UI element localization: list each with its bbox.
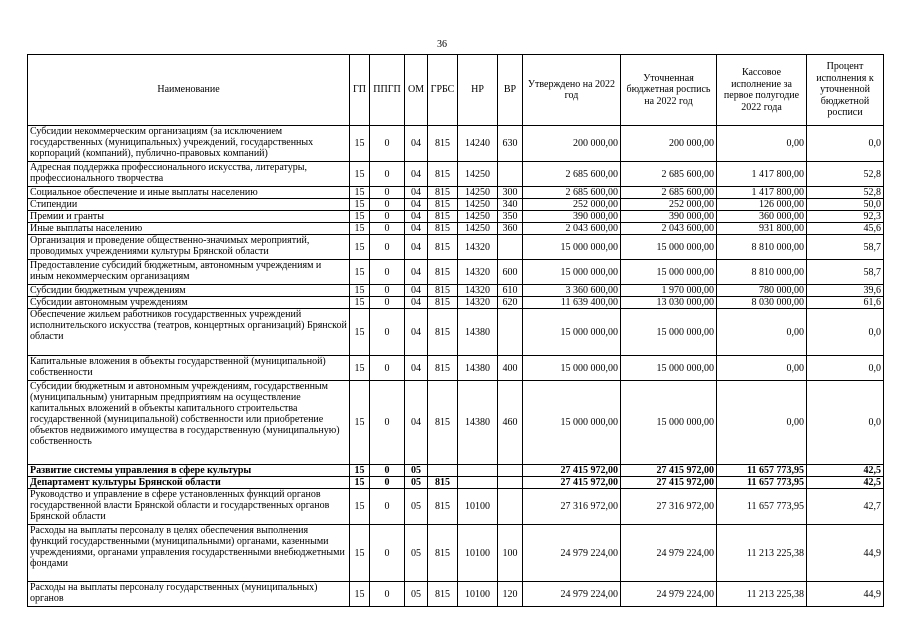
table-body xyxy=(28,126,884,607)
cell-percent: 50,0 xyxy=(807,199,884,211)
cell-cash: 360 000,00 xyxy=(717,211,807,223)
cell-name: Организация и проведение общественно-значимых мероприятий, проводимых учреждениями культуры Брянской области xyxy=(28,235,350,260)
cell-percent: 0,0 xyxy=(807,126,884,162)
cell-refined: 15 000 000,00 xyxy=(621,235,717,260)
cell-gp: 15 xyxy=(350,187,370,199)
cell-vr xyxy=(498,162,523,187)
cell-gp: 15 xyxy=(350,477,370,489)
cell-om: 04 xyxy=(405,126,428,162)
cell-grbs: 815 xyxy=(428,297,458,309)
table-row xyxy=(28,356,884,381)
table-row xyxy=(28,223,884,235)
cell-refined: 390 000,00 xyxy=(621,211,717,223)
cell-gp: 15 xyxy=(350,356,370,381)
cell-ppgp: 0 xyxy=(370,126,405,162)
cell-grbs: 815 xyxy=(428,477,458,489)
table-row xyxy=(28,489,884,525)
cell-np: 14380 xyxy=(458,356,498,381)
cell-cash: 1 417 800,00 xyxy=(717,187,807,199)
cell-gp: 15 xyxy=(350,489,370,525)
table-row xyxy=(28,187,884,199)
header-om: ОМ xyxy=(405,55,428,126)
cell-name: Департамент культуры Брянской области xyxy=(28,477,350,489)
cell-ppgp: 0 xyxy=(370,260,405,285)
cell-approved: 390 000,00 xyxy=(523,211,621,223)
cell-refined: 27 415 972,00 xyxy=(621,465,717,477)
cell-refined: 13 030 000,00 xyxy=(621,297,717,309)
cell-vr: 300 xyxy=(498,187,523,199)
cell-cash: 8 810 000,00 xyxy=(717,235,807,260)
cell-refined: 200 000,00 xyxy=(621,126,717,162)
cell-grbs: 815 xyxy=(428,223,458,235)
cell-name: Субсидии автономным учреждениям xyxy=(28,297,350,309)
cell-grbs: 815 xyxy=(428,356,458,381)
cell-ppgp: 0 xyxy=(370,489,405,525)
cell-om: 05 xyxy=(405,525,428,582)
cell-approved: 15 000 000,00 xyxy=(523,381,621,465)
cell-om: 05 xyxy=(405,489,428,525)
cell-np: 14250 xyxy=(458,223,498,235)
cell-grbs: 815 xyxy=(428,381,458,465)
cell-cash: 11 657 773,95 xyxy=(717,489,807,525)
cell-name: Капитальные вложения в объекты государственной (муниципальной) собственности xyxy=(28,356,350,381)
cell-gp: 15 xyxy=(350,126,370,162)
cell-cash: 11 213 225,38 xyxy=(717,582,807,607)
cell-vr: 120 xyxy=(498,582,523,607)
cell-om: 05 xyxy=(405,477,428,489)
cell-name: Субсидии бюджетным и автономным учреждениям, государственным (муниципальным) унитарным предприятиям на осуществление капитальных вложений в объекты капитального строительства государственной (муниципальной) собственности или приобретение объектов недвижимого имущества в государственную (муниципальную) собственность xyxy=(28,381,350,465)
cell-cash: 11 213 225,38 xyxy=(717,525,807,582)
cell-approved: 15 000 000,00 xyxy=(523,309,621,356)
cell-approved: 2 685 600,00 xyxy=(523,187,621,199)
cell-ppgp: 0 xyxy=(370,297,405,309)
cell-percent: 61,6 xyxy=(807,297,884,309)
cell-vr xyxy=(498,309,523,356)
cell-ppgp: 0 xyxy=(370,199,405,211)
cell-refined: 15 000 000,00 xyxy=(621,309,717,356)
cell-np: 10100 xyxy=(458,489,498,525)
cell-vr: 460 xyxy=(498,381,523,465)
cell-ppgp: 0 xyxy=(370,309,405,356)
table-row xyxy=(28,199,884,211)
cell-percent: 44,9 xyxy=(807,525,884,582)
cell-name: Руководство и управление в сфере установленных функций органов государственной власти Брянской области и государственных органов Брянской области xyxy=(28,489,350,525)
cell-cash: 0,00 xyxy=(717,356,807,381)
cell-ppgp: 0 xyxy=(370,235,405,260)
cell-vr: 350 xyxy=(498,211,523,223)
cell-np: 10100 xyxy=(458,582,498,607)
cell-om: 04 xyxy=(405,297,428,309)
cell-vr: 340 xyxy=(498,199,523,211)
cell-grbs: 815 xyxy=(428,309,458,356)
cell-name: Адресная поддержка профессионального искусства, литературы, профессионального творчества xyxy=(28,162,350,187)
cell-cash: 0,00 xyxy=(717,381,807,465)
table-header-row xyxy=(28,55,884,126)
cell-np: 14320 xyxy=(458,297,498,309)
cell-gp: 15 xyxy=(350,211,370,223)
cell-np: 10100 xyxy=(458,525,498,582)
cell-gp: 15 xyxy=(350,223,370,235)
cell-gp: 15 xyxy=(350,525,370,582)
cell-np: 14320 xyxy=(458,285,498,297)
cell-ppgp: 0 xyxy=(370,285,405,297)
cell-vr xyxy=(498,465,523,477)
cell-om: 05 xyxy=(405,582,428,607)
cell-refined: 2 043 600,00 xyxy=(621,223,717,235)
cell-ppgp: 0 xyxy=(370,525,405,582)
cell-percent: 58,7 xyxy=(807,260,884,285)
cell-name: Предоставление субсидий бюджетным, автономным учреждениям и иным некоммерческим организациям xyxy=(28,260,350,285)
cell-percent: 52,8 xyxy=(807,187,884,199)
cell-percent: 44,9 xyxy=(807,582,884,607)
table-row xyxy=(28,525,884,582)
cell-approved: 3 360 600,00 xyxy=(523,285,621,297)
cell-approved: 27 415 972,00 xyxy=(523,465,621,477)
cell-vr xyxy=(498,489,523,525)
cell-gp: 15 xyxy=(350,199,370,211)
cell-approved: 15 000 000,00 xyxy=(523,260,621,285)
cell-percent: 45,6 xyxy=(807,223,884,235)
header-vr: ВР xyxy=(498,55,523,126)
cell-refined: 24 979 224,00 xyxy=(621,525,717,582)
cell-om: 04 xyxy=(405,260,428,285)
table-row xyxy=(28,297,884,309)
cell-refined: 252 000,00 xyxy=(621,199,717,211)
cell-percent: 0,0 xyxy=(807,309,884,356)
cell-grbs: 815 xyxy=(428,260,458,285)
cell-grbs: 815 xyxy=(428,489,458,525)
cell-grbs: 815 xyxy=(428,162,458,187)
cell-ppgp: 0 xyxy=(370,477,405,489)
cell-cash: 0,00 xyxy=(717,309,807,356)
table-row xyxy=(28,260,884,285)
cell-np xyxy=(458,477,498,489)
cell-ppgp: 0 xyxy=(370,187,405,199)
cell-gp: 15 xyxy=(350,285,370,297)
cell-vr: 100 xyxy=(498,525,523,582)
cell-percent: 92,3 xyxy=(807,211,884,223)
cell-gp: 15 xyxy=(350,162,370,187)
cell-percent: 42,5 xyxy=(807,465,884,477)
cell-ppgp: 0 xyxy=(370,356,405,381)
table-row xyxy=(28,126,884,162)
cell-approved: 24 979 224,00 xyxy=(523,582,621,607)
cell-cash: 11 657 773,95 xyxy=(717,465,807,477)
cell-np: 14380 xyxy=(458,309,498,356)
table-row xyxy=(28,381,884,465)
cell-approved: 200 000,00 xyxy=(523,126,621,162)
cell-percent: 0,0 xyxy=(807,356,884,381)
cell-ppgp: 0 xyxy=(370,381,405,465)
cell-name: Субсидии бюджетным учреждениям xyxy=(28,285,350,297)
cell-om: 04 xyxy=(405,223,428,235)
table-row xyxy=(28,235,884,260)
cell-cash: 780 000,00 xyxy=(717,285,807,297)
cell-gp: 15 xyxy=(350,235,370,260)
cell-refined: 24 979 224,00 xyxy=(621,582,717,607)
table-row xyxy=(28,465,884,477)
header-percent: Процент исполнения к уточненной бюджетной росписи xyxy=(807,55,884,126)
cell-percent: 0,0 xyxy=(807,381,884,465)
cell-np xyxy=(458,465,498,477)
cell-om: 04 xyxy=(405,162,428,187)
cell-name: Развитие системы управления в сфере культуры xyxy=(28,465,350,477)
header-name: Наименование xyxy=(28,55,350,126)
table-row xyxy=(28,211,884,223)
table-row xyxy=(28,477,884,489)
cell-name: Иные выплаты населению xyxy=(28,223,350,235)
cell-ppgp: 0 xyxy=(370,162,405,187)
cell-name: Стипендии xyxy=(28,199,350,211)
cell-np: 14250 xyxy=(458,162,498,187)
cell-vr: 360 xyxy=(498,223,523,235)
cell-gp: 15 xyxy=(350,297,370,309)
budget-execution-table xyxy=(27,54,884,607)
cell-refined: 2 685 600,00 xyxy=(621,187,717,199)
cell-refined: 27 316 972,00 xyxy=(621,489,717,525)
cell-percent: 39,6 xyxy=(807,285,884,297)
cell-vr: 620 xyxy=(498,297,523,309)
cell-om: 04 xyxy=(405,285,428,297)
cell-cash: 931 800,00 xyxy=(717,223,807,235)
cell-name: Расходы на выплаты персоналу государственных (муниципальных) органов xyxy=(28,582,350,607)
cell-np: 14250 xyxy=(458,211,498,223)
cell-approved: 27 415 972,00 xyxy=(523,477,621,489)
cell-grbs: 815 xyxy=(428,285,458,297)
table-row xyxy=(28,285,884,297)
cell-grbs: 815 xyxy=(428,582,458,607)
cell-refined: 15 000 000,00 xyxy=(621,381,717,465)
cell-np: 14250 xyxy=(458,199,498,211)
cell-cash: 0,00 xyxy=(717,126,807,162)
cell-ppgp: 0 xyxy=(370,582,405,607)
cell-percent: 42,5 xyxy=(807,477,884,489)
header-approved: Утверждено на 2022 год xyxy=(523,55,621,126)
cell-np: 14320 xyxy=(458,260,498,285)
cell-grbs: 815 xyxy=(428,187,458,199)
cell-om: 04 xyxy=(405,356,428,381)
cell-ppgp: 0 xyxy=(370,223,405,235)
cell-percent: 58,7 xyxy=(807,235,884,260)
cell-np: 14250 xyxy=(458,187,498,199)
cell-vr xyxy=(498,235,523,260)
cell-vr: 630 xyxy=(498,126,523,162)
header-ppgp: ППГП xyxy=(370,55,405,126)
cell-name: Расходы на выплаты персоналу в целях обеспечения выполнения функций государственными (муниципальными) органами, казенными учреждениями, органами управления государственными внебюджетными фондами xyxy=(28,525,350,582)
cell-grbs xyxy=(428,465,458,477)
cell-refined: 2 685 600,00 xyxy=(621,162,717,187)
header-grbs: ГРБС xyxy=(428,55,458,126)
cell-om: 04 xyxy=(405,309,428,356)
cell-name: Субсидии некоммерческим организациям (за исключением государственных (муниципальных) учреждений, государственных корпораций (компаний), публично-правовых компаний) xyxy=(28,126,350,162)
cell-om: 04 xyxy=(405,211,428,223)
cell-ppgp: 0 xyxy=(370,465,405,477)
cell-cash: 126 000,00 xyxy=(717,199,807,211)
cell-vr: 400 xyxy=(498,356,523,381)
header-cash: Кассовое исполнение за первое полугодие 2022 года xyxy=(717,55,807,126)
cell-approved: 252 000,00 xyxy=(523,199,621,211)
cell-gp: 15 xyxy=(350,465,370,477)
cell-grbs: 815 xyxy=(428,211,458,223)
cell-vr xyxy=(498,477,523,489)
cell-om: 04 xyxy=(405,235,428,260)
cell-cash: 8 030 000,00 xyxy=(717,297,807,309)
cell-cash: 1 417 800,00 xyxy=(717,162,807,187)
table-row xyxy=(28,309,884,356)
cell-gp: 15 xyxy=(350,260,370,285)
cell-cash: 11 657 773,95 xyxy=(717,477,807,489)
table-row xyxy=(28,582,884,607)
header-np: НР xyxy=(458,55,498,126)
cell-np: 14320 xyxy=(458,235,498,260)
table-row xyxy=(28,162,884,187)
cell-ppgp: 0 xyxy=(370,211,405,223)
cell-name: Обеспечение жильем работников государственных учреждений исполнительского искусства (театров, концертных организаций) Брянской области xyxy=(28,309,350,356)
cell-np: 14380 xyxy=(458,381,498,465)
cell-gp: 15 xyxy=(350,381,370,465)
cell-om: 04 xyxy=(405,187,428,199)
cell-approved: 2 043 600,00 xyxy=(523,223,621,235)
cell-refined: 1 970 000,00 xyxy=(621,285,717,297)
cell-approved: 11 639 400,00 xyxy=(523,297,621,309)
cell-np: 14240 xyxy=(458,126,498,162)
cell-percent: 52,8 xyxy=(807,162,884,187)
cell-grbs: 815 xyxy=(428,126,458,162)
cell-refined: 15 000 000,00 xyxy=(621,356,717,381)
cell-gp: 15 xyxy=(350,582,370,607)
page-number: 36 xyxy=(437,39,447,50)
cell-approved: 27 316 972,00 xyxy=(523,489,621,525)
cell-approved: 2 685 600,00 xyxy=(523,162,621,187)
cell-vr: 610 xyxy=(498,285,523,297)
cell-cash: 8 810 000,00 xyxy=(717,260,807,285)
cell-approved: 15 000 000,00 xyxy=(523,235,621,260)
cell-percent: 42,7 xyxy=(807,489,884,525)
cell-refined: 27 415 972,00 xyxy=(621,477,717,489)
cell-approved: 15 000 000,00 xyxy=(523,356,621,381)
cell-gp: 15 xyxy=(350,309,370,356)
cell-grbs: 815 xyxy=(428,235,458,260)
cell-name: Социальное обеспечение и иные выплаты населению xyxy=(28,187,350,199)
cell-approved: 24 979 224,00 xyxy=(523,525,621,582)
cell-om: 04 xyxy=(405,199,428,211)
header-refined: Уточненная бюджетная роспись на 2022 год xyxy=(621,55,717,126)
cell-grbs: 815 xyxy=(428,199,458,211)
cell-name: Премии и гранты xyxy=(28,211,350,223)
cell-om: 05 xyxy=(405,465,428,477)
cell-om: 04 xyxy=(405,381,428,465)
cell-grbs: 815 xyxy=(428,525,458,582)
cell-refined: 15 000 000,00 xyxy=(621,260,717,285)
cell-vr: 600 xyxy=(498,260,523,285)
header-gp: ГП xyxy=(350,55,370,126)
